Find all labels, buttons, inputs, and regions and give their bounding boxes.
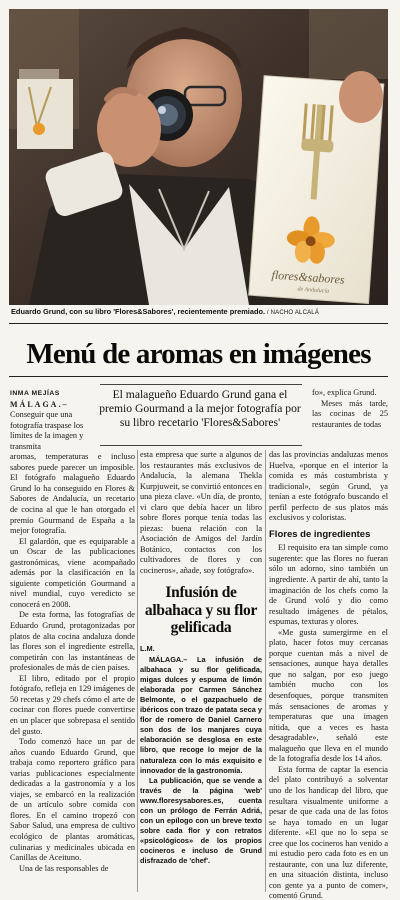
col3-paragraph: Esta forma de captar la esencia del plato contribuyó a solventar uno de los handicap del libro, que resultara visualmente uniforme a pesar de que cada una de las fotos se haya tomado en un lugar diferente. «El que no lo sepa se cree que los cocineros han venido a mi estudio pero cada foto es en un restaurante, con una luz diferente, en una situación distinta, incluso con gente ya a punto de comer», comentó Grund. xyxy=(269,764,388,900)
sidebar-headline: Infusión de albahaca y su flor gelificada xyxy=(144,584,258,636)
book-cover-subtitle: de Andalucía xyxy=(297,286,330,295)
dateline: MÁLAGA.– xyxy=(10,399,69,409)
col3-subheading: Flores de ingredientes xyxy=(269,528,371,540)
col3-top-paragraph: fo», explica Grund. xyxy=(312,388,377,397)
headline: Menú de aromas en imágenes xyxy=(26,338,371,370)
rule-under-headline xyxy=(9,376,388,377)
article-photo xyxy=(9,9,388,305)
col3-top-paragraph: Meses más tarde, las cocinas de 25 restaurantes de todas xyxy=(312,398,388,429)
sidebar-signature: L.M. xyxy=(140,644,155,653)
photo-caption xyxy=(11,307,389,318)
col1-paragraph: Una de las responsables de xyxy=(19,863,109,873)
column-3-top xyxy=(312,388,388,430)
col1-paragraph: aromas, temperaturas e incluso sabores puede parecer un imposible. El fotógrafo malagueño Eduardo Grund lo ha conseguido en Flores & Sabores de Andalucía, un recetario de cocina al que le han otorgado el premio Gourmand de España a la mejor fotografía. xyxy=(10,452,135,536)
col1-paragraph: El libro, editado por el propio fotógrafo, refleja en 129 imágenes de 50 recetas y 29 chefs cómo el arte de cocinar con flores puede convertirse en un placer que sobrepasa el sentido del gusto. xyxy=(10,673,135,736)
photographer-image xyxy=(9,9,388,305)
column-divider xyxy=(137,450,138,892)
sidebar-box xyxy=(140,644,262,866)
col3-paragraph: «Me gusta sumergirme en el plato, hacer fotos muy cercanas porque cuentan más a nivel de sensaciones, aunque haya detalles que no salgan, por eso juego también mucho con los desenfoques, porque transmiten más sensaciones de aromas y temperaturas que una imagen nítida, que a veces es hasta desagradable», señaló este malagueño que lleva en el mundo de la fotografía desde los 14 años. xyxy=(269,627,388,764)
subheadline: El malagueño Eduardo Grund gana el premio Gourmand a la mejor fotografía por su libro recetario 'Flores&Sabores' xyxy=(99,388,301,429)
caption-text: Eduardo Grund, con su libro 'Flores&Sabores', recientemente premiado. xyxy=(11,307,266,316)
column-1 xyxy=(10,388,135,874)
rule-top xyxy=(9,323,388,324)
col3-paragraph: das las provincias andaluzas menos Huelva, «porque en el interior la comida es más costumbrista y tradicional», según Grund, ya tenían a este fotógrafo buscando el perfil perfecto de sus platos más exclusivos y coloristas. xyxy=(269,450,388,523)
lead-paragraph: Conseguir que una fotografía traspase los límites de la imagen y transmita xyxy=(10,410,84,451)
col1-paragraph: De esta forma, las fotografías de Eduardo Grund, protagonizadas por platos de alta cocina andaluza donde las flores son el ingrediente estrella, competirán con las instantáneas de profesionales de más de cien países. xyxy=(10,610,135,673)
col2-paragraph: esta empresa que surte a algunos de los restaurantes más exclusivos de Andalucía, la alemana Thekla Kurpjuweit, se convirtió entonces en una pieza clave. «Un día, de pronto, vi claro que debía hacer un libro sobre flores porque tenía todas las piezas: buena relación con la Asociación de Amigos del Jardín Botánico, contactos con los cultivadores de flores y con cocineros», añade, soy fotógrafo». xyxy=(140,450,262,576)
book-cover-title: flores&sabores xyxy=(271,267,346,287)
col3-paragraph: El requisito era tan simple como sugerente: que las flores no fueran sólo un adorno, sino también un ingrediente. A partir de ahí, tanto la imaginación de los chefs como la de Grund voló y dio como resultado imágenes de pétalos, espumas, texturas y olores. xyxy=(269,543,388,627)
subheadline-rule-top xyxy=(100,384,302,385)
col1-paragraph: Todo comenzó hace un par de años cuando Eduardo Grund, que trabaja como reportero gráfico para varias publicaciones especialmente dedicadas a la gastronomía y a los viajes, se embarcó en la realización de un artículo sobre comida con flores. En el camino tropezó con Sabor Salud, una empresa de cultivo ecológico de plantas aromáticas, culinarias y medicinales ubicada en Canillas de Aceituno. xyxy=(10,737,135,863)
col1-paragraph: El galardón, que es equiparable a un Oscar de las publicaciones gastronómicas, viene acompañado además por la clasificación en la siguiente competición Gourmand a nivel mundial, cuyo veredicto se conocerá en 2008. xyxy=(10,536,135,609)
column-divider xyxy=(265,450,266,892)
column-3 xyxy=(269,450,388,900)
sidebar-paragraph: MÁLAGA.– La infusión de albahaca y su flor gelificada, migas dulces y espuma de limón elaborada por Carmen Sánchez Belmonte, o el gazpachuelo de ibéricos con trazo de patata seca y flor de romero de Daniel Carnero son dos de los manjares cuya elaboración se desglosa en este libro, que recoge lo mejor de la naturaleza con lo más exquisito e innovador de la gastronomía. xyxy=(140,655,262,775)
photo-credit: / NACHO ALCALÁ xyxy=(265,310,320,316)
sidebar-paragraph: La publicación, que se vende a través de la página 'web' www.floresysabores.es, cuenta con un prólogo de Ferrán Adriá, con un epílogo con un breve texto sobre cada flor y con retratos «psicológicos» de los propios cocineros e incluso de Grund disfrazado de 'chef'. xyxy=(140,775,262,865)
subheadline-rule-bottom xyxy=(100,445,302,446)
byline: INMA MEJÍAS xyxy=(10,390,60,397)
column-2 xyxy=(140,450,262,577)
